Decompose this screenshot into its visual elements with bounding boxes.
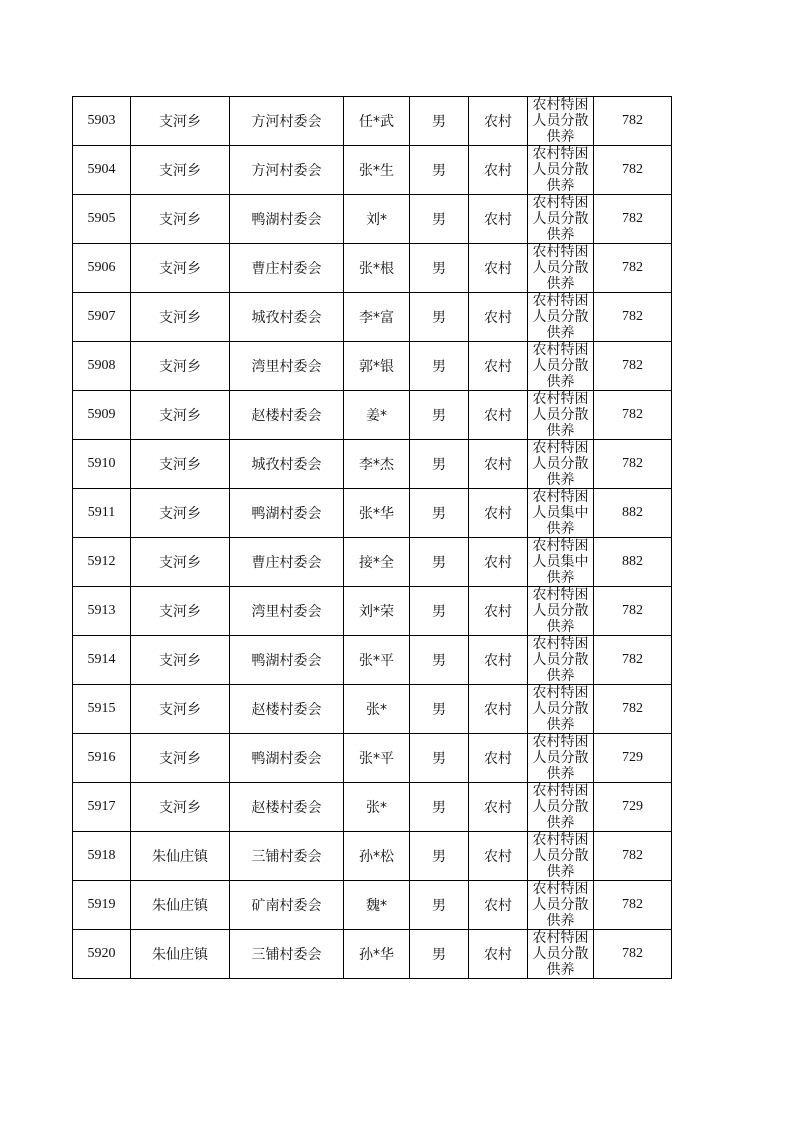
cell-town: 支河乡 bbox=[131, 342, 230, 391]
table-row bbox=[73, 881, 672, 930]
cell-village: 曹庄村委会 bbox=[230, 538, 344, 587]
cell-village: 鸭湖村委会 bbox=[230, 734, 344, 783]
cell-area: 农村 bbox=[469, 195, 528, 244]
cell-id: 5912 bbox=[73, 538, 131, 587]
cell-gender: 男 bbox=[410, 587, 469, 636]
cell-id: 5910 bbox=[73, 440, 131, 489]
cell-gender: 男 bbox=[410, 538, 469, 587]
cell-id: 5907 bbox=[73, 293, 131, 342]
cell-area: 农村 bbox=[469, 342, 528, 391]
cell-town: 支河乡 bbox=[131, 244, 230, 293]
data-table bbox=[72, 96, 672, 979]
cell-name: 接*全 bbox=[344, 538, 410, 587]
table-row bbox=[73, 244, 672, 293]
cell-amount: 882 bbox=[594, 538, 672, 587]
category-text: 农村特困人员分散供养 bbox=[532, 930, 589, 978]
cell-id: 5919 bbox=[73, 881, 131, 930]
cell-gender: 男 bbox=[410, 244, 469, 293]
cell-name: 刘*荣 bbox=[344, 587, 410, 636]
cell-town: 支河乡 bbox=[131, 391, 230, 440]
cell-town: 支河乡 bbox=[131, 97, 230, 146]
cell-category bbox=[528, 391, 594, 440]
cell-gender: 男 bbox=[410, 342, 469, 391]
category-text: 农村特困人员集中供养 bbox=[532, 489, 589, 537]
cell-amount: 782 bbox=[594, 97, 672, 146]
cell-category bbox=[528, 685, 594, 734]
cell-town: 朱仙庄镇 bbox=[131, 832, 230, 881]
cell-village: 鸭湖村委会 bbox=[230, 195, 344, 244]
category-text: 农村特困人员分散供养 bbox=[532, 97, 589, 145]
cell-id: 5917 bbox=[73, 783, 131, 832]
table-row bbox=[73, 440, 672, 489]
cell-gender: 男 bbox=[410, 293, 469, 342]
cell-name: 张*平 bbox=[344, 734, 410, 783]
cell-town: 支河乡 bbox=[131, 685, 230, 734]
cell-village: 曹庄村委会 bbox=[230, 244, 344, 293]
cell-gender: 男 bbox=[410, 146, 469, 195]
cell-gender: 男 bbox=[410, 685, 469, 734]
table-row bbox=[73, 195, 672, 244]
cell-town: 支河乡 bbox=[131, 195, 230, 244]
cell-area: 农村 bbox=[469, 244, 528, 293]
cell-name: 孙*华 bbox=[344, 930, 410, 979]
cell-town: 支河乡 bbox=[131, 538, 230, 587]
cell-gender: 男 bbox=[410, 734, 469, 783]
cell-town: 支河乡 bbox=[131, 489, 230, 538]
cell-area: 农村 bbox=[469, 489, 528, 538]
category-text: 农村特困人员集中供养 bbox=[532, 538, 589, 586]
cell-village: 鸭湖村委会 bbox=[230, 636, 344, 685]
cell-category bbox=[528, 293, 594, 342]
cell-area: 农村 bbox=[469, 293, 528, 342]
cell-id: 5913 bbox=[73, 587, 131, 636]
cell-category bbox=[528, 734, 594, 783]
cell-name: 姜* bbox=[344, 391, 410, 440]
category-text: 农村特困人员分散供养 bbox=[532, 293, 589, 341]
cell-amount: 782 bbox=[594, 636, 672, 685]
cell-gender: 男 bbox=[410, 97, 469, 146]
cell-name: 张*根 bbox=[344, 244, 410, 293]
category-text: 农村特困人员分散供养 bbox=[532, 195, 589, 243]
category-text: 农村特困人员分散供养 bbox=[532, 734, 589, 782]
category-text: 农村特困人员分散供养 bbox=[532, 685, 589, 733]
cell-village: 方河村委会 bbox=[230, 146, 344, 195]
table-row bbox=[73, 783, 672, 832]
cell-village: 方河村委会 bbox=[230, 97, 344, 146]
cell-amount: 782 bbox=[594, 587, 672, 636]
cell-village: 鸭湖村委会 bbox=[230, 489, 344, 538]
cell-village: 三铺村委会 bbox=[230, 832, 344, 881]
cell-gender: 男 bbox=[410, 195, 469, 244]
cell-amount: 729 bbox=[594, 734, 672, 783]
cell-amount: 782 bbox=[594, 146, 672, 195]
cell-category bbox=[528, 440, 594, 489]
cell-id: 5908 bbox=[73, 342, 131, 391]
cell-area: 农村 bbox=[469, 440, 528, 489]
cell-village: 矿南村委会 bbox=[230, 881, 344, 930]
cell-name: 张* bbox=[344, 783, 410, 832]
cell-amount: 882 bbox=[594, 489, 672, 538]
cell-name: 张*生 bbox=[344, 146, 410, 195]
cell-id: 5915 bbox=[73, 685, 131, 734]
table-body bbox=[73, 97, 672, 979]
cell-village: 湾里村委会 bbox=[230, 587, 344, 636]
cell-amount: 782 bbox=[594, 930, 672, 979]
table-row bbox=[73, 391, 672, 440]
cell-category bbox=[528, 587, 594, 636]
cell-amount: 782 bbox=[594, 293, 672, 342]
cell-name: 孙*松 bbox=[344, 832, 410, 881]
cell-area: 农村 bbox=[469, 881, 528, 930]
category-text: 农村特困人员分散供养 bbox=[532, 783, 589, 831]
cell-name: 任*武 bbox=[344, 97, 410, 146]
cell-category bbox=[528, 489, 594, 538]
cell-name: 张*平 bbox=[344, 636, 410, 685]
cell-gender: 男 bbox=[410, 391, 469, 440]
cell-town: 支河乡 bbox=[131, 293, 230, 342]
cell-name: 张*华 bbox=[344, 489, 410, 538]
cell-category bbox=[528, 195, 594, 244]
cell-village: 城孜村委会 bbox=[230, 440, 344, 489]
category-text: 农村特困人员分散供养 bbox=[532, 881, 589, 929]
cell-id: 5906 bbox=[73, 244, 131, 293]
cell-amount: 782 bbox=[594, 440, 672, 489]
cell-town: 支河乡 bbox=[131, 146, 230, 195]
cell-area: 农村 bbox=[469, 391, 528, 440]
category-text: 农村特困人员分散供养 bbox=[532, 391, 589, 439]
cell-town: 支河乡 bbox=[131, 734, 230, 783]
cell-village: 湾里村委会 bbox=[230, 342, 344, 391]
cell-town: 支河乡 bbox=[131, 636, 230, 685]
cell-name: 李*富 bbox=[344, 293, 410, 342]
cell-gender: 男 bbox=[410, 440, 469, 489]
document-sheet bbox=[72, 96, 672, 979]
table-row bbox=[73, 489, 672, 538]
cell-gender: 男 bbox=[410, 783, 469, 832]
table-row bbox=[73, 293, 672, 342]
category-text: 农村特困人员分散供养 bbox=[532, 244, 589, 292]
cell-category bbox=[528, 783, 594, 832]
cell-category bbox=[528, 636, 594, 685]
table-row bbox=[73, 587, 672, 636]
cell-amount: 782 bbox=[594, 244, 672, 293]
cell-category bbox=[528, 146, 594, 195]
cell-category bbox=[528, 930, 594, 979]
cell-village: 赵楼村委会 bbox=[230, 783, 344, 832]
cell-area: 农村 bbox=[469, 832, 528, 881]
cell-name: 魏* bbox=[344, 881, 410, 930]
cell-id: 5911 bbox=[73, 489, 131, 538]
cell-gender: 男 bbox=[410, 881, 469, 930]
cell-category bbox=[528, 342, 594, 391]
cell-gender: 男 bbox=[410, 489, 469, 538]
category-text: 农村特困人员分散供养 bbox=[532, 832, 589, 880]
cell-amount: 729 bbox=[594, 783, 672, 832]
table-row bbox=[73, 146, 672, 195]
cell-category bbox=[528, 244, 594, 293]
cell-gender: 男 bbox=[410, 930, 469, 979]
cell-village: 城孜村委会 bbox=[230, 293, 344, 342]
cell-town: 支河乡 bbox=[131, 440, 230, 489]
table-row bbox=[73, 636, 672, 685]
cell-area: 农村 bbox=[469, 97, 528, 146]
category-text: 农村特困人员分散供养 bbox=[532, 587, 589, 635]
table-row bbox=[73, 538, 672, 587]
category-text: 农村特困人员分散供养 bbox=[532, 636, 589, 684]
category-text: 农村特困人员分散供养 bbox=[532, 342, 589, 390]
cell-name: 李*杰 bbox=[344, 440, 410, 489]
cell-village: 三铺村委会 bbox=[230, 930, 344, 979]
cell-category bbox=[528, 97, 594, 146]
category-text: 农村特困人员分散供养 bbox=[532, 440, 589, 488]
table-row bbox=[73, 734, 672, 783]
cell-town: 支河乡 bbox=[131, 587, 230, 636]
cell-id: 5909 bbox=[73, 391, 131, 440]
cell-area: 农村 bbox=[469, 587, 528, 636]
cell-id: 5904 bbox=[73, 146, 131, 195]
cell-town: 朱仙庄镇 bbox=[131, 881, 230, 930]
cell-category bbox=[528, 832, 594, 881]
cell-area: 农村 bbox=[469, 146, 528, 195]
cell-name: 张* bbox=[344, 685, 410, 734]
cell-area: 农村 bbox=[469, 636, 528, 685]
cell-area: 农村 bbox=[469, 783, 528, 832]
cell-id: 5916 bbox=[73, 734, 131, 783]
cell-amount: 782 bbox=[594, 881, 672, 930]
cell-area: 农村 bbox=[469, 538, 528, 587]
cell-amount: 782 bbox=[594, 195, 672, 244]
cell-village: 赵楼村委会 bbox=[230, 685, 344, 734]
cell-town: 支河乡 bbox=[131, 783, 230, 832]
cell-id: 5914 bbox=[73, 636, 131, 685]
table-row bbox=[73, 342, 672, 391]
cell-id: 5905 bbox=[73, 195, 131, 244]
cell-amount: 782 bbox=[594, 342, 672, 391]
cell-amount: 782 bbox=[594, 832, 672, 881]
cell-area: 农村 bbox=[469, 930, 528, 979]
cell-area: 农村 bbox=[469, 685, 528, 734]
category-text: 农村特困人员分散供养 bbox=[532, 146, 589, 194]
cell-village: 赵楼村委会 bbox=[230, 391, 344, 440]
cell-category bbox=[528, 881, 594, 930]
table-row bbox=[73, 685, 672, 734]
cell-amount: 782 bbox=[594, 391, 672, 440]
cell-area: 农村 bbox=[469, 734, 528, 783]
cell-gender: 男 bbox=[410, 636, 469, 685]
cell-category bbox=[528, 538, 594, 587]
table-row bbox=[73, 97, 672, 146]
cell-name: 刘* bbox=[344, 195, 410, 244]
cell-name: 郭*银 bbox=[344, 342, 410, 391]
cell-town: 朱仙庄镇 bbox=[131, 930, 230, 979]
table-row bbox=[73, 832, 672, 881]
table-row bbox=[73, 930, 672, 979]
cell-id: 5918 bbox=[73, 832, 131, 881]
cell-id: 5903 bbox=[73, 97, 131, 146]
cell-id: 5920 bbox=[73, 930, 131, 979]
cell-amount: 782 bbox=[594, 685, 672, 734]
cell-gender: 男 bbox=[410, 832, 469, 881]
